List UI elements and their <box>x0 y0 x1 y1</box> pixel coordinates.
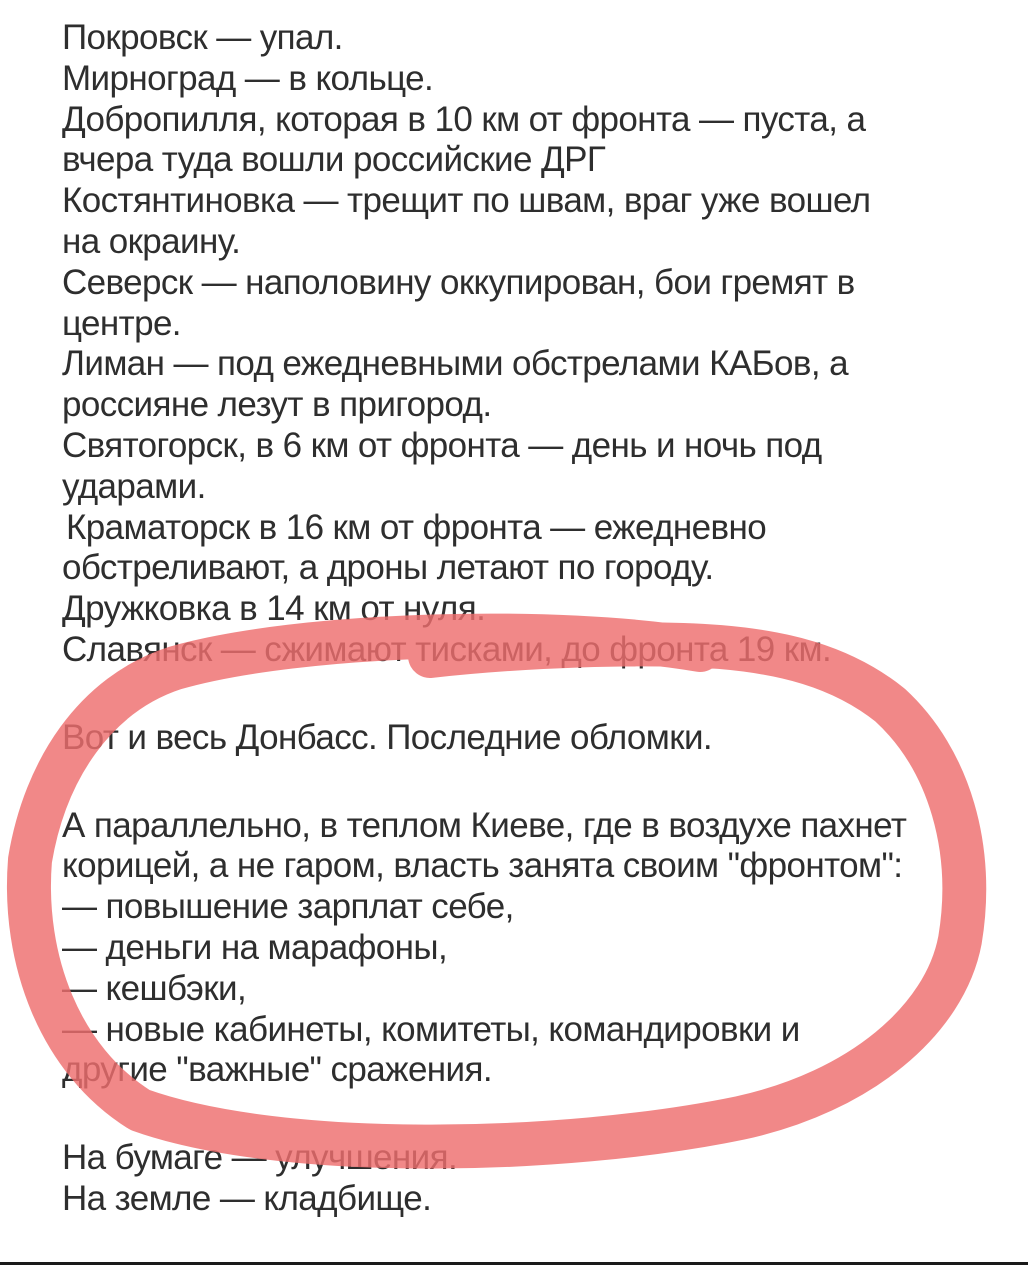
paragraph-gap <box>62 671 992 718</box>
post-text <box>62 18 992 1220</box>
list-item-offices: — новые кабинеты, комитеты, командировки и <box>62 1009 800 1049</box>
text-line-sviatohirsk-cont: ударами. <box>62 466 206 506</box>
text-line-sloviansk: Славянск — сжимают тисками, до фронта 19 км. <box>62 629 832 669</box>
paragraph-gap <box>62 1091 992 1138</box>
text-line-donbas-summary: Вот и весь Донбасс. Последние обломки. <box>62 717 713 757</box>
list-item-marathons: — деньги на марафоны, <box>62 927 448 967</box>
text-line-kyiv-cont: корицей, а не гаром, власть занята своим "фронтом": <box>62 846 903 886</box>
text-line-kostiantynivka: Костянтиновка — трещит по швам, враг уже вошел <box>62 181 871 221</box>
paragraph-gap <box>62 759 992 806</box>
text-line-dobropillia: Добропилля, которая в 10 км от фронта — пуста, а <box>62 99 866 139</box>
text-line-myrnohrad: Мирноград — в кольце. <box>62 58 434 98</box>
text-line-kyiv: А параллельно, в теплом Киеве, где в воздухе пахнет <box>62 805 907 845</box>
text-line-dobropillia-cont: вчера туда вошли российские ДРГ <box>62 140 606 180</box>
text-line-druzhkivka: Дружковка в 14 км от нуля. <box>62 589 486 629</box>
text-line-lyman: Лиман — под ежедневными обстрелами КАБов, а <box>62 344 848 384</box>
text-line-siversk: Северск — наполовину оккупирован, бои гремят в <box>62 262 855 302</box>
text-line-pokrovsk: Покровск — упал. <box>62 18 343 57</box>
text-line-siversk-cont: центре. <box>62 303 181 343</box>
list-item-cashback: — кешбэки, <box>62 968 247 1008</box>
list-item-salaries: — повышение зарплат себе, <box>62 887 514 927</box>
text-line-on-ground: На земле — кладбище. <box>62 1178 432 1218</box>
text-line-lyman-cont: россияне лезут в пригород. <box>62 385 492 425</box>
list-item-offices-cont: другие "важные" сражения. <box>62 1050 492 1090</box>
text-line-kramatorsk-cont: обстреливают, а дроны летают по городу. <box>62 548 714 588</box>
text-line-on-paper: На бумаге — улучшения. <box>62 1138 458 1178</box>
bottom-strip <box>0 1265 1028 1280</box>
text-line-kramatorsk: Краматорск в 16 км от фронта — ежедневно <box>66 507 767 547</box>
text-line-kostiantynivka-cont: на окраину. <box>62 221 241 261</box>
text-line-sviatohirsk: Святогорск, в 6 км от фронта — день и ночь под <box>62 425 822 465</box>
